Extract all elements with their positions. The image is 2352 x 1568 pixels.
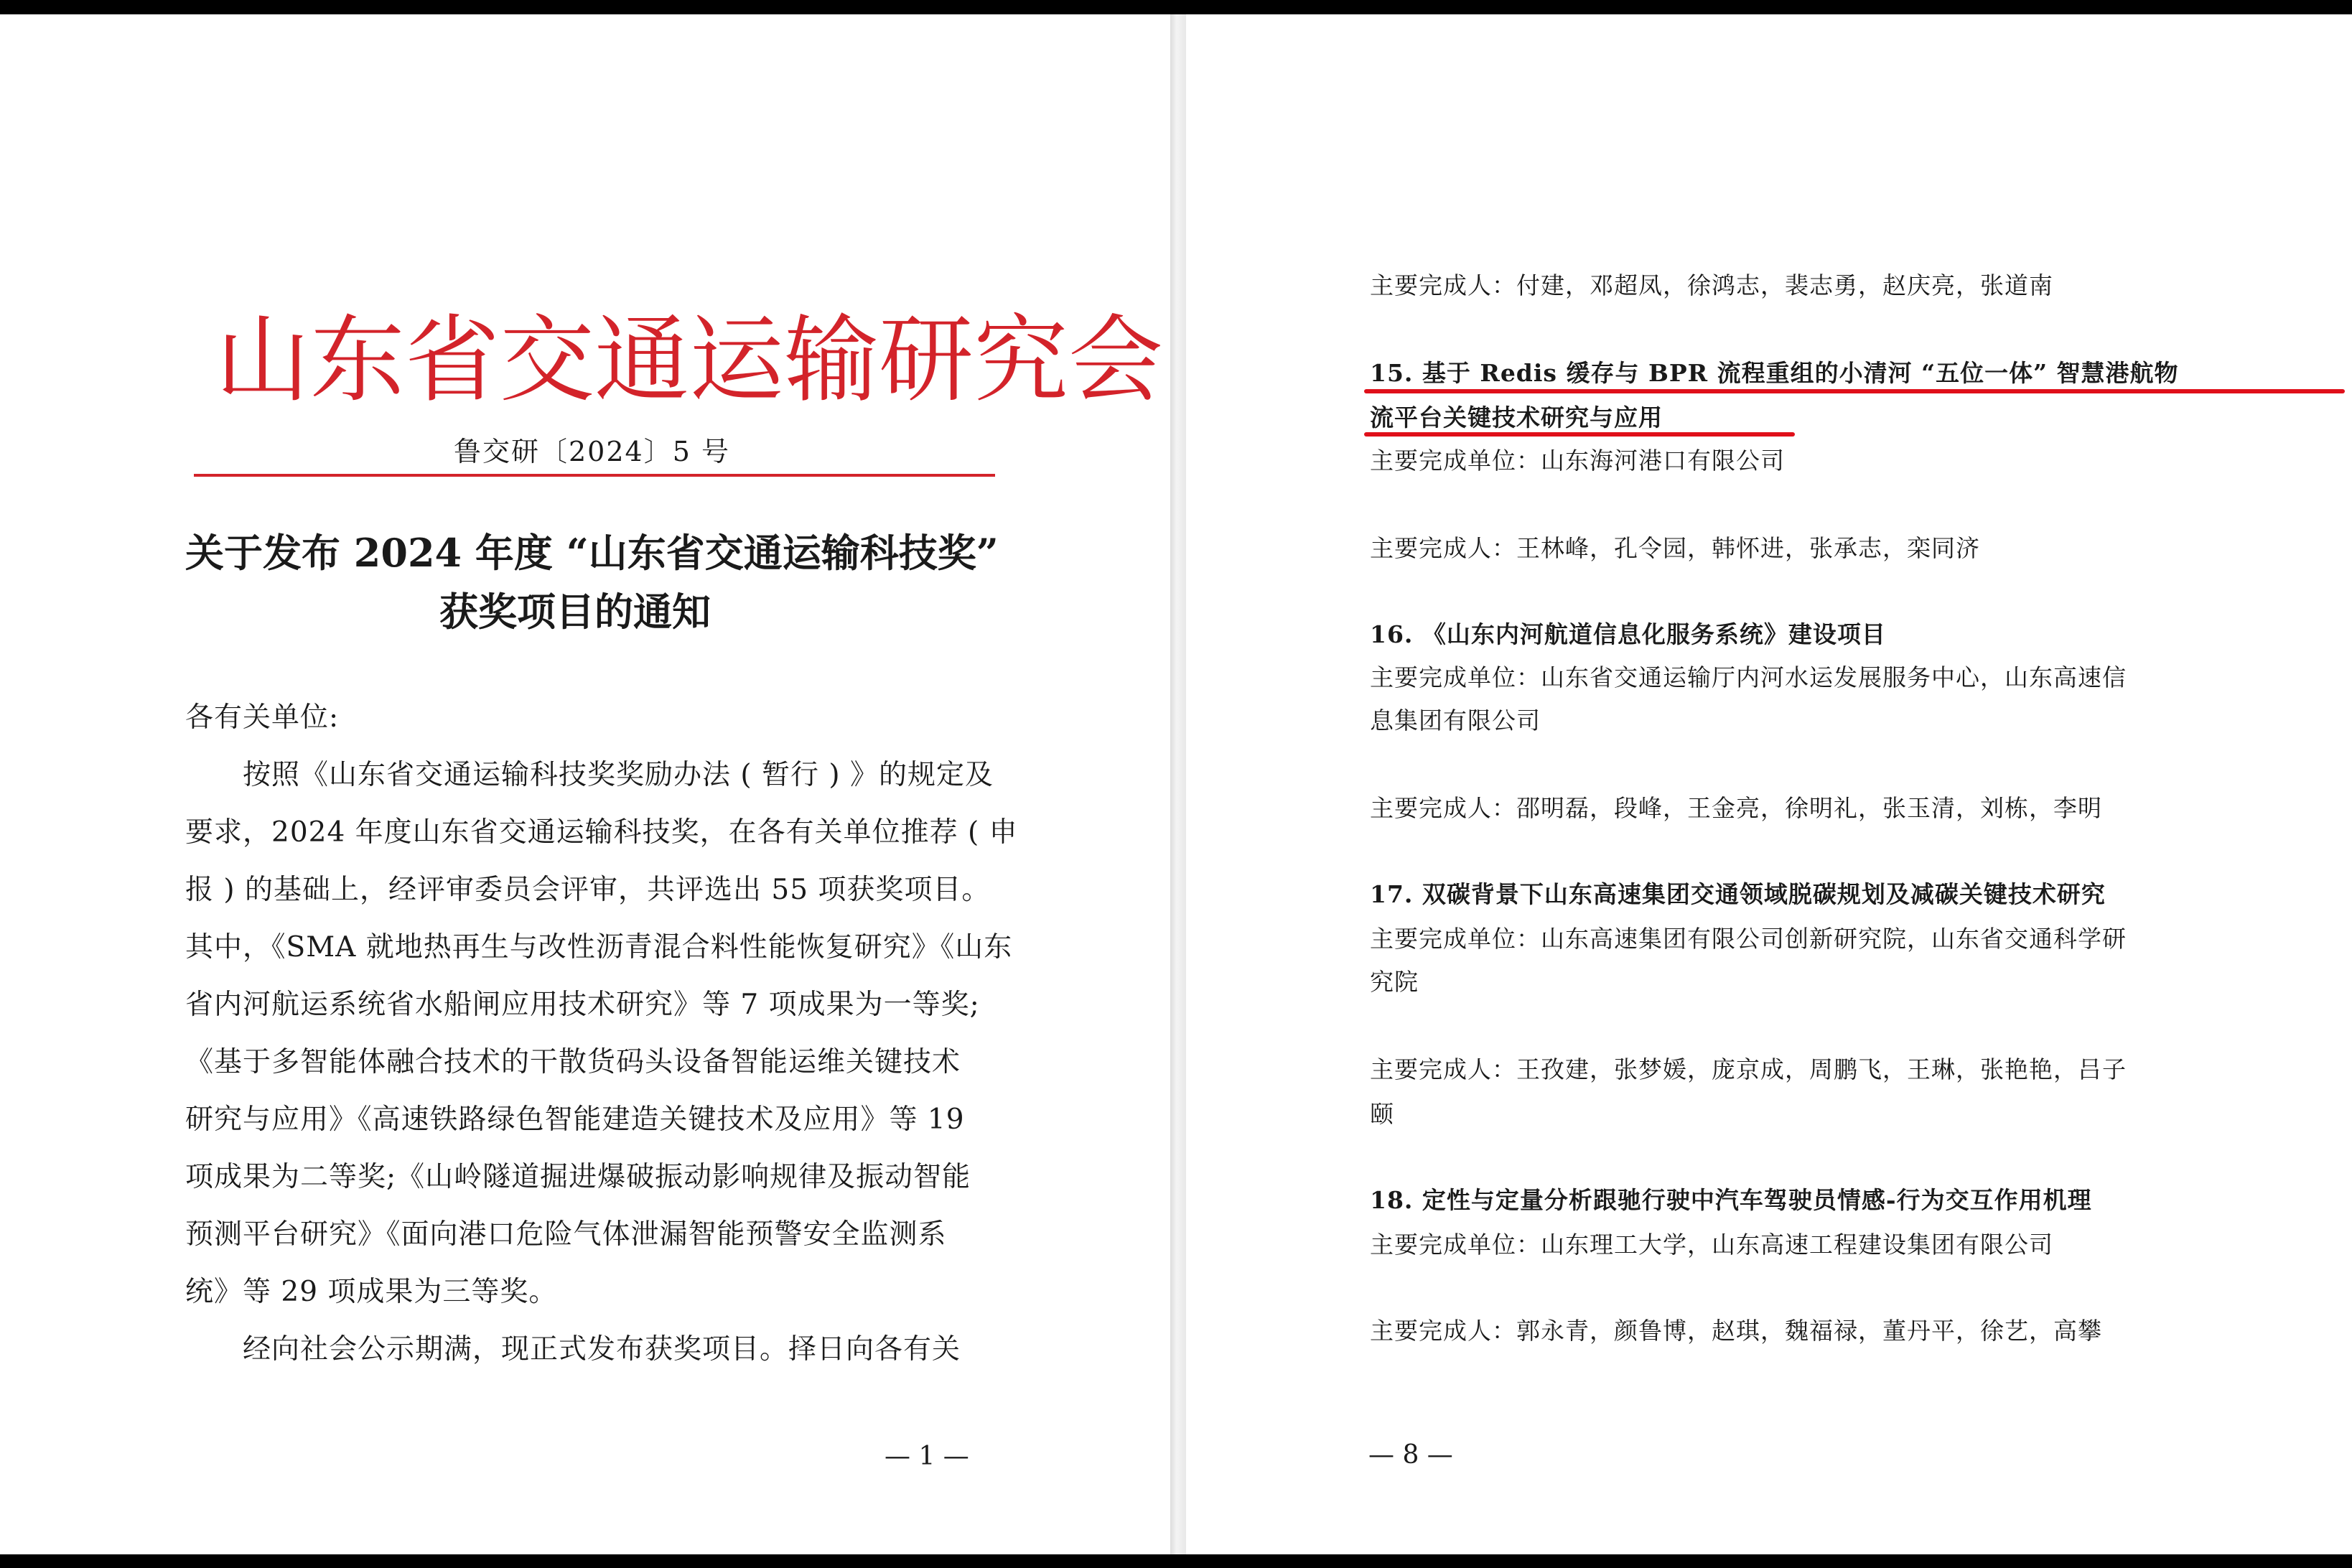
item-16-persons: 主要完成人：邵明磊，段峰，王金亮，徐明礼，张玉清，刘栋，李明: [1370, 794, 2102, 822]
item-18-persons: 主要完成人：郭永青，颜鲁博，赵琪，魏福禄，董丹平，徐艺，高攀: [1370, 1317, 2102, 1345]
page-number: — 1 —: [885, 1442, 969, 1471]
paragraph-line: 省内河航运系统省水船闸应用技术研究》等 7 项成果为一等奖;: [185, 989, 980, 1021]
item-15-units: 主要完成单位：山东海河港口有限公司: [1370, 447, 1785, 475]
paragraph-line: 预测平台研究》《面向港口危险气体泄漏智能预警安全监测系: [185, 1218, 947, 1251]
paragraph-line: 经向社会公示期满，现正式发布获奖项目。择日向各有关: [243, 1333, 961, 1366]
item-17-title: 17. 双碳背景下山东高速集团交通领域脱碳规划及减碳关键技术研究: [1370, 880, 2106, 908]
item-16-units-line-1: 主要完成单位：山东省交通运输厅内河水运发展服务中心，山东高速信: [1370, 663, 2127, 691]
page-number: — 8 —: [1368, 1440, 1453, 1470]
paragraph-line: 其中，《SMA 就地热再生与改性沥青混合料性能恢复研究》《山东: [185, 931, 1013, 963]
paragraph-line: 按照《山东省交通运输科技奖奖励办法 ( 暂行 ) 》的规定及: [243, 759, 994, 791]
paragraph-line: 要求，2024 年度山东省交通运输科技奖，在各有关单位推荐 ( 申: [185, 816, 1018, 849]
item-17-persons-line-1: 主要完成人：王孜建，张梦媛，庞京成，周鹏飞，王琳，张艳艳，吕子: [1370, 1055, 2127, 1083]
paragraph-line: 项成果为二等奖;《山岭隧道掘进爆破振动影响规律及振动智能: [185, 1161, 971, 1193]
document-page-right: [1186, 14, 2352, 1554]
notice-title-line-2: 获奖项目的通知: [439, 589, 711, 635]
red-header-rule: [194, 474, 995, 477]
previous-item-persons: 主要完成人：付建，邓超凤，徐鸿志，裴志勇，赵庆亮，张道南: [1370, 271, 2053, 299]
item-16-units-line-2: 息集团有限公司: [1370, 706, 1541, 734]
organization-title: 山东省交通运输研究会: [215, 305, 1163, 416]
paragraph-line: 《基于多智能体融合技术的干散货码头设备智能运维关键技术: [185, 1046, 961, 1078]
item-17-units-line-2: 究院: [1370, 968, 1419, 996]
highlight-underline: [1364, 432, 1795, 437]
item-15-title-line-2: 流平台关键技术研究与应用: [1370, 403, 1663, 431]
item-17-units-line-1: 主要完成单位：山东高速集团有限公司创新研究院，山东省交通科学研: [1370, 925, 2127, 953]
item-18-units: 主要完成单位：山东理工大学，山东高速工程建设集团有限公司: [1370, 1231, 2053, 1259]
paragraph-line: 研究与应用》《高速铁路绿色智能建造关键技术及应用》等 19: [185, 1103, 965, 1136]
item-15-persons: 主要完成人：王林峰，孔令园，韩怀进，张承志，栾同济: [1370, 534, 1980, 562]
paragraph-line: 统》等 29 项成果为三等奖。: [185, 1276, 558, 1308]
document-number: 鲁交研〔2024〕5 号: [454, 436, 730, 467]
notice-title-line-1: 关于发布 2024 年度 “山东省交通运输科技奖”: [185, 530, 999, 576]
salutation: 各有关单位:: [185, 701, 340, 734]
highlight-underline: [1364, 389, 2345, 393]
item-16-title: 16. 《山东内河航道信息化服务系统》建设项目: [1370, 620, 1886, 648]
item-17-persons-line-2: 颐: [1370, 1100, 1394, 1128]
document-page-left: [0, 14, 1170, 1554]
item-18-title: 18. 定性与定量分析跟驰行驶中汽车驾驶员情感-行为交互作用机理: [1370, 1186, 2092, 1214]
item-15-title-line-1: 15. 基于 Redis 缓存与 BPR 流程重组的小清河 “五位一体” 智慧港航物: [1370, 359, 2179, 387]
paragraph-line: 报 ) 的基础上，经评审委员会评审，共评选出 55 项获奖项目。: [185, 874, 991, 906]
book-gutter: [1170, 14, 1186, 1554]
